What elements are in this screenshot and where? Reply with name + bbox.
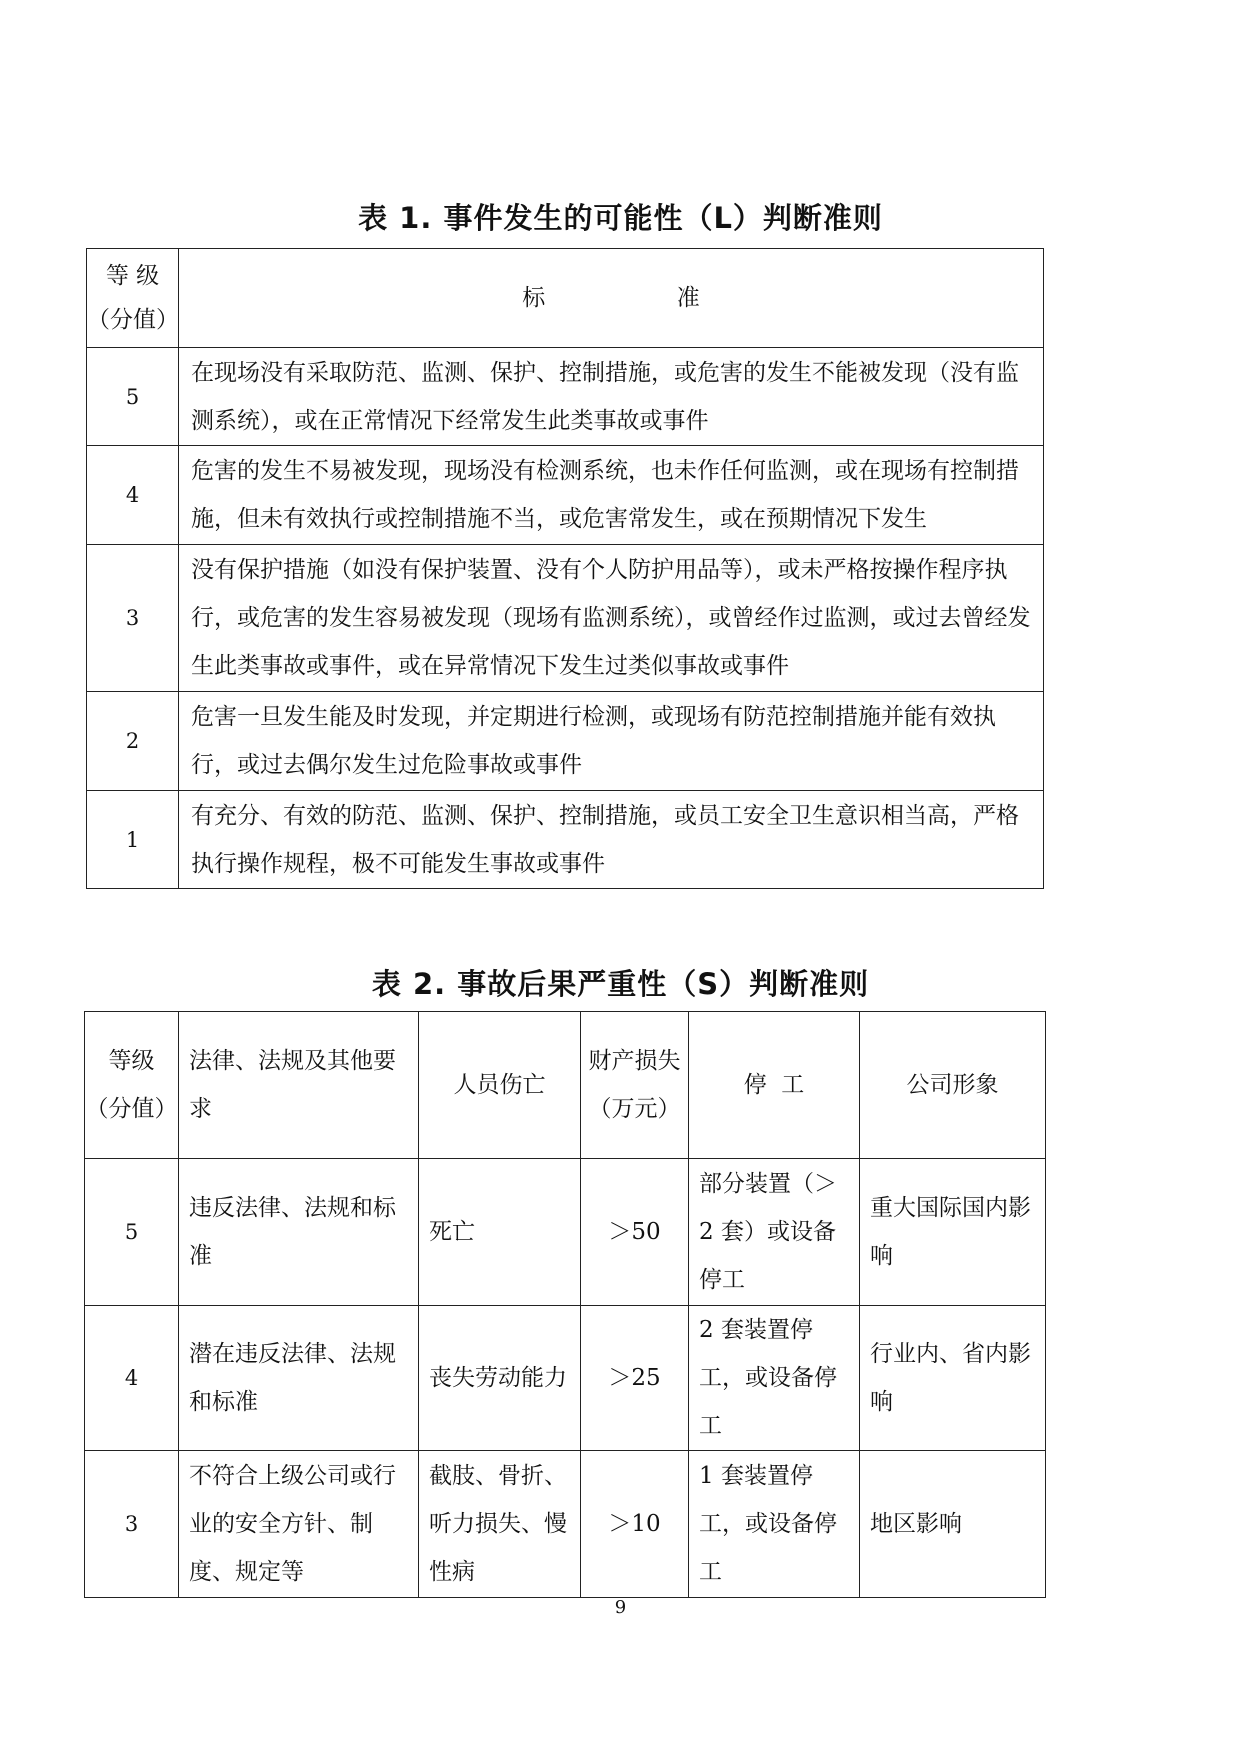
page-number: 9 <box>614 1597 627 1618</box>
table-row <box>87 545 1044 692</box>
criteria-cell: 在现场没有采取防范、监测、保护、控制措施，或危害的发生不能被发现（没有监测系统），或在正常情况下经常发生此类事故或事件 <box>179 348 1044 446</box>
table-row <box>87 692 1044 791</box>
table-row <box>85 1306 1046 1451</box>
criteria-cell: 危害的发生不易被发现，现场没有检测系统，也未作任何监测，或在现场有控制措施，但未有效执行或控制措施不当，或危害常发生，或在预期情况下发生 <box>179 446 1044 545</box>
table-header-row <box>85 1012 1046 1159</box>
table-row <box>87 791 1044 889</box>
injury-cell: 死亡 <box>419 1159 581 1306</box>
law-header: 法律、法规及其他要求 <box>179 1012 419 1159</box>
table1-title: 表 1. 事件发生的可能性（L）判断准则 <box>358 201 883 235</box>
injury-cell: 丧失劳动能力 <box>419 1306 581 1451</box>
likelihood-criteria-table <box>86 248 1044 889</box>
property-loss-cell: ＞25 <box>581 1306 689 1451</box>
grade-cell: 5 <box>85 1159 179 1306</box>
injury-header: 人员伤亡 <box>419 1012 581 1159</box>
law-cell: 潜在违反法律、法规和标准 <box>179 1306 419 1451</box>
grade-cell: 2 <box>87 692 179 791</box>
table-row <box>87 446 1044 545</box>
company-image-cell: 重大国际国内影响 <box>860 1159 1046 1306</box>
work-stoppage-cell: 1 套装置停工，或设备停工 <box>689 1451 860 1598</box>
grade-cell: 4 <box>85 1306 179 1451</box>
work-stoppage-cell: 部分装置（＞2 套）或设备停工 <box>689 1159 860 1306</box>
criteria-cell: 没有保护措施（如没有保护装置、没有个人防护用品等），或未严格按操作程序执行，或危害的发生容易被发现（现场有监测系统），或曾经作过监测，或过去曾经发生此类事故或事件，或在异常情况下发生过类似事故或事件 <box>179 545 1044 692</box>
company-image-cell: 地区影响 <box>860 1451 1046 1598</box>
grade-cell: 5 <box>87 348 179 446</box>
law-cell: 违反法律、法规和标准 <box>179 1159 419 1306</box>
property-loss-header: 财产损失（万元） <box>581 1012 689 1159</box>
grade-cell: 4 <box>87 446 179 545</box>
standard-header: 标 准 <box>179 249 1044 348</box>
property-loss-cell: ＞10 <box>581 1451 689 1598</box>
table-row <box>87 348 1044 446</box>
law-cell: 不符合上级公司或行业的安全方针、制度、规定等 <box>179 1451 419 1598</box>
work-stoppage-header: 停 工 <box>689 1012 860 1159</box>
grade-cell: 3 <box>85 1451 179 1598</box>
table-row <box>85 1159 1046 1306</box>
company-image-header: 公司形象 <box>860 1012 1046 1159</box>
criteria-cell: 危害一旦发生能及时发现，并定期进行检测，或现场有防范控制措施并能有效执行，或过去偶尔发生过危险事故或事件 <box>179 692 1044 791</box>
property-loss-cell: ＞50 <box>581 1159 689 1306</box>
severity-criteria-table <box>84 1011 1046 1598</box>
grade-header: 等级 （分值） <box>85 1012 179 1159</box>
company-image-cell: 行业内、省内影响 <box>860 1306 1046 1451</box>
table-row <box>85 1451 1046 1598</box>
table2-title: 表 2. 事故后果严重性（S）判断准则 <box>371 967 870 1001</box>
injury-cell: 截肢、骨折、听力损失、慢性病 <box>419 1451 581 1598</box>
grade-header: 等 级 （分值） <box>87 249 179 348</box>
grade-cell: 3 <box>87 545 179 692</box>
work-stoppage-cell: 2 套装置停工，或设备停工 <box>689 1306 860 1451</box>
table-header-row <box>87 249 1044 348</box>
grade-cell: 1 <box>87 791 179 889</box>
criteria-cell: 有充分、有效的防范、监测、保护、控制措施，或员工安全卫生意识相当高，严格执行操作规程，极不可能发生事故或事件 <box>179 791 1044 889</box>
